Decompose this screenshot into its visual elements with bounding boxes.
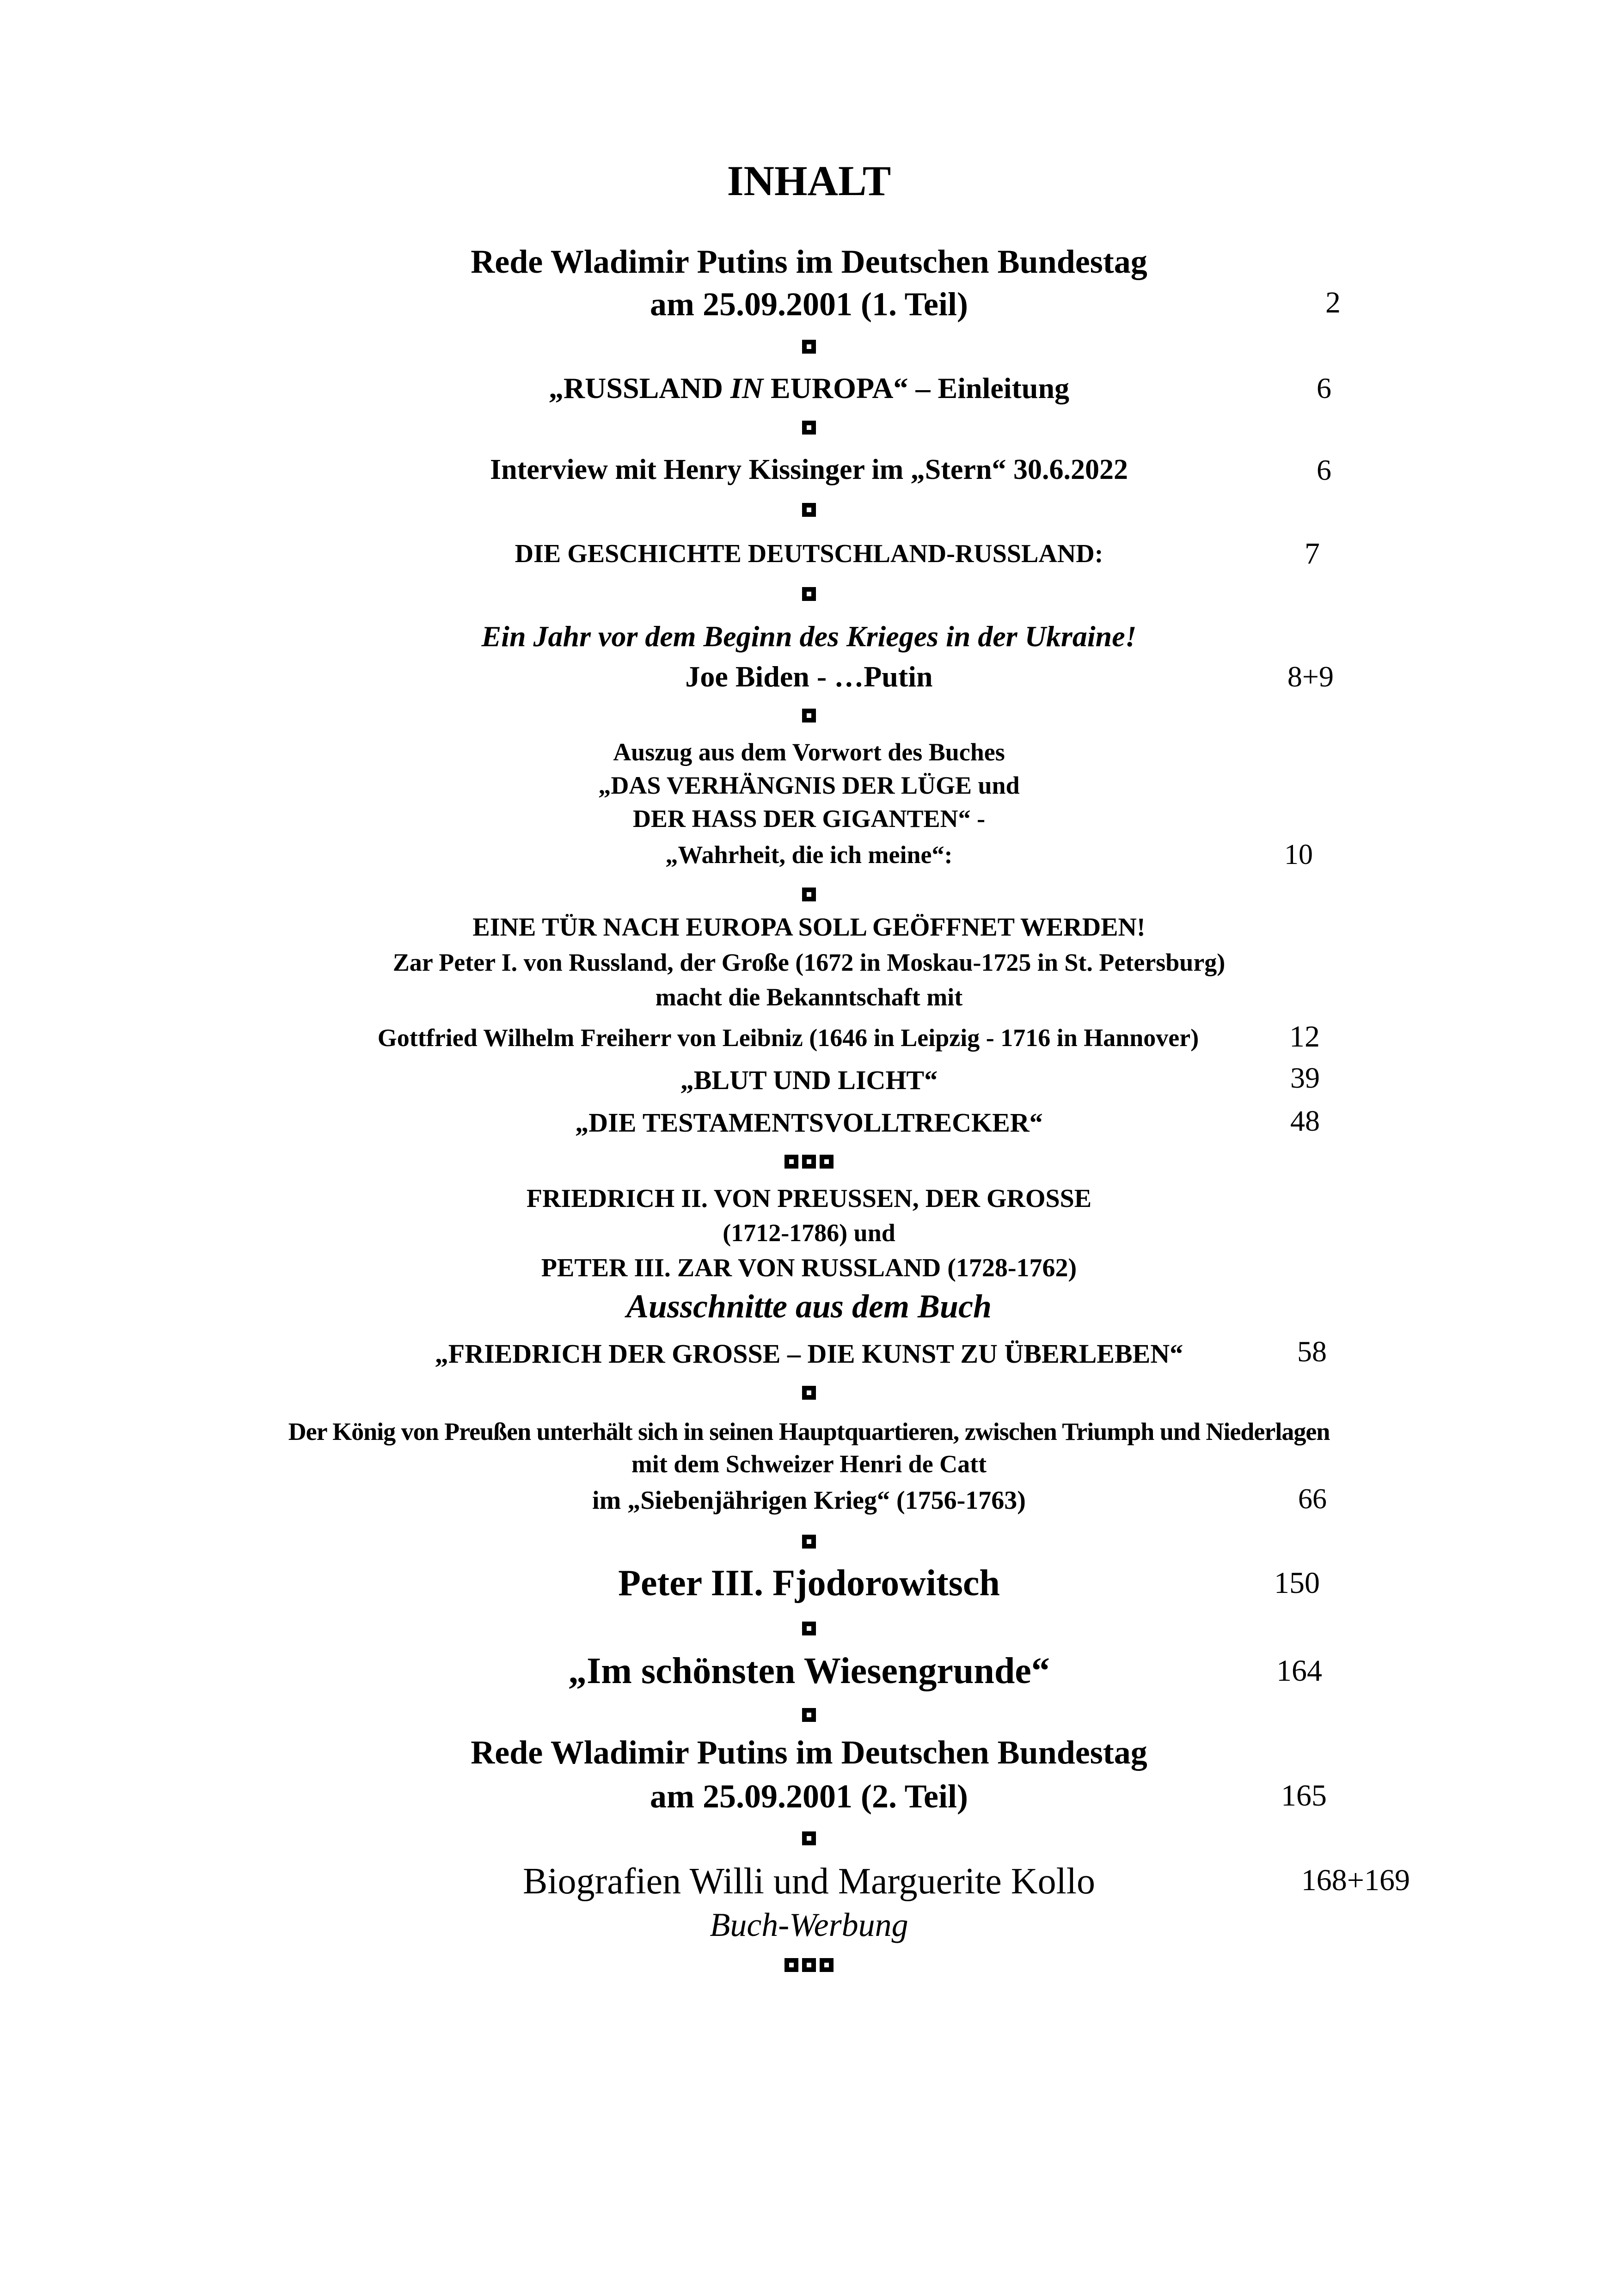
separator-ornament [0,1708,1618,1722]
toc-entry-10-line-5: „FRIEDRICH DER GROSSE – DIE KUNST ZU ÜBERLEBEN“ [435,1339,1183,1369]
toc-entry-11-line-3: im „Siebenjährigen Krieg“ (1756-1763) [592,1486,1026,1515]
toc-entry-7-line-2: Zar Peter I. von Russland, der Große (1672 in Moskau-1725 in St. Petersburg) [392,949,1226,976]
separator-ornament [0,340,1618,354]
separator-ornament [0,421,1618,435]
toc-entry-1-line-1: Rede Wladimir Putins im Deutschen Bundestag [471,243,1147,280]
toc-entry-3-page: 6 [1317,453,1331,486]
toc-entry-10-line-2: (1712-1786) und [723,1219,895,1247]
toc-entry-6-line-3: DER HASS DER GIGANTEN“ - [632,805,986,833]
separator-ornament [0,1386,1618,1400]
toc-entry-14-line-2: am 25.09.2001 (2. Teil) [650,1778,968,1815]
toc-entry-2-page: 6 [1317,372,1331,404]
toc-entry-15-line-1: Biografien Willi und Marguerite Kollo [522,1861,1096,1902]
toc-entry-8-page: 39 [1290,1061,1320,1094]
toc-entry-8-title: „BLUT UND LICHT“ [680,1065,938,1095]
separator-ornament [0,1535,1618,1549]
toc-entry-6-line-2: „DAS VERHÄNGNIS DER LÜGE und [598,771,1020,799]
toc-entry-6-line-1: Auszug aus dem Vorwort des Buches [613,738,1005,766]
toc-entry-13-title: „Im schönsten Wiesengrunde“ [568,1651,1050,1691]
separator-ornament-triple [0,1155,1618,1169]
separator-ornament [0,888,1618,901]
toc-entry-12-title: Peter III. Fjodorowitsch [618,1563,1000,1604]
separator-ornament-triple [0,1958,1618,1972]
toc-entry-5-line-2: Joe Biden - …Putin [685,660,933,693]
toc-entry-11-page: 66 [1298,1483,1327,1515]
separator-ornament [0,503,1618,517]
toc-entry-7-page: 12 [1289,1020,1320,1053]
separator-ornament [0,1831,1618,1845]
toc-entry-5-line-1: Ein Jahr vor dem Beginn des Krieges in der Ukraine! [481,620,1137,653]
toc-entry-14-line-1: Rede Wladimir Putins im Deutschen Bundestag [471,1734,1147,1771]
toc-entry-4-title: DIE GESCHICHTE DEUTSCHLAND-RUSSLAND: [515,539,1103,568]
toc-entry-12-page: 150 [1274,1566,1320,1600]
toc-entry-7-line-3: macht die Bekanntschaft mit [655,983,963,1011]
toc-entry-1-line-2: am 25.09.2001 (1. Teil) [650,286,968,323]
toc-entry-10-line-4: Ausschnitte aus dem Buch [626,1288,992,1325]
toc-entry-1-page: 2 [1325,286,1341,319]
toc-entry-11-line-1: Der König von Preußen unterhält sich in seinen Hauptquartieren, zwischen Triumph und Niederlagen [288,1418,1330,1445]
toc-entry-10-line-1: FRIEDRICH II. VON PREUSSEN, DER GROSSE [526,1184,1092,1213]
toc-entry-4-page: 7 [1305,537,1320,570]
page-title: INHALT [727,157,891,204]
toc-entry-15-line-2: Buch-Werbung [710,1906,908,1943]
toc-entry-10-page: 58 [1297,1335,1327,1368]
toc-entry-11-line-2: mit dem Schweizer Henri de Catt [631,1450,987,1478]
toc-entry-13-page: 164 [1276,1654,1322,1688]
separator-ornament [0,709,1618,722]
toc-entry-14-page: 165 [1281,1779,1327,1812]
toc-entry-6-page: 10 [1284,839,1313,870]
toc-entry-7-line-4: Gottfried Wilhelm Freiherr von Leibniz (1646 in Leipzig - 1716 in Hannover) [377,1024,1199,1052]
separator-ornament [0,587,1618,601]
toc-entry-3-title: Interview mit Henry Kissinger im „Stern“ 30.6.2022 [490,454,1128,485]
toc-entry-2-title: „RUSSLAND IN EUROPA“ – Einleitung [548,372,1070,404]
toc-entry-9-title: „DIE TESTAMENTSVOLLTRECKER“ [575,1108,1043,1138]
toc-entry-7-line-1: EINE TÜR NACH EUROPA SOLL GEÖFFNET WERDEN! [472,913,1146,942]
toc-entry-6-line-4: „Wahrheit, die ich meine“: [665,841,953,869]
toc-entry-5-page: 8+9 [1287,660,1334,693]
toc-entry-15-page: 168+169 [1301,1863,1410,1897]
separator-ornament [0,1622,1618,1635]
toc-entry-9-page: 48 [1290,1104,1320,1137]
toc-entry-10-line-3: PETER III. ZAR VON RUSSLAND (1728-1762) [541,1254,1077,1282]
